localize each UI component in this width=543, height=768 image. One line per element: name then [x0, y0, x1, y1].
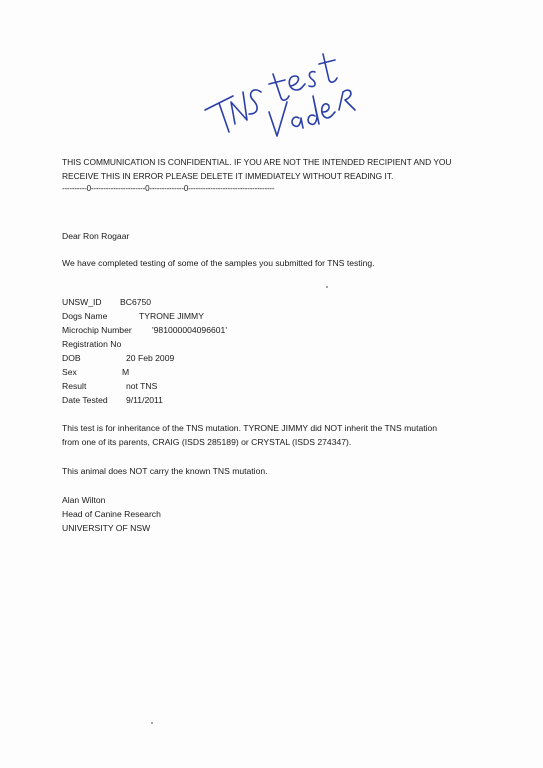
- greeting: Dear Ron Rogaar: [62, 231, 130, 241]
- signature-organization: UNIVERSITY OF NSW: [62, 523, 151, 533]
- body-line-1: This test is for inheritance of the TNS mutation. TYRONE JIMMY did NOT inherit the TNS mutation: [62, 423, 438, 433]
- handwritten-note: [195, 40, 365, 140]
- field-label-microchip: Microchip Number: [62, 325, 132, 335]
- intro-paragraph: We have completed testing of some of the samples you submitted for TNS testing.: [62, 258, 375, 268]
- confidential-notice-line-2: RECEIVE THIS IN ERROR PLEASE DELETE IT IMMEDIATELY WITHOUT READING IT.: [62, 171, 394, 181]
- field-label-date-tested: Date Tested: [62, 395, 108, 405]
- field-value-dogs-name: TYRONE JIMMY: [139, 311, 204, 321]
- field-value-dob: 20 Feb 2009: [126, 353, 175, 363]
- body-line-2: from one of its parents, CRAIG (ISDS 285189) or CRYSTAL (ISDS 274347).: [62, 437, 352, 447]
- signature-title: Head of Canine Research: [62, 509, 161, 519]
- field-label-dogs-name: Dogs Name: [62, 311, 108, 321]
- field-label-registration: Registration No: [62, 339, 122, 349]
- field-label-sex: Sex: [62, 367, 77, 377]
- field-label-unsw-id: UNSW_ID: [62, 297, 102, 307]
- field-label-dob: DOB: [62, 353, 81, 363]
- field-value-sex: M: [122, 367, 130, 377]
- field-value-unsw-id: BC6750: [120, 297, 152, 307]
- divider-line: ----------0----------------------0--------------0-----------------------------------: [62, 184, 275, 193]
- field-label-result: Result: [62, 381, 87, 391]
- field-value-result: not TNS: [126, 381, 158, 391]
- field-value-microchip: '981000004096601': [152, 325, 227, 335]
- field-value-date-tested: 9/11/2011: [126, 395, 163, 405]
- scan-speck: [151, 722, 153, 724]
- conclusion: This animal does NOT carry the known TNS mutation.: [62, 466, 268, 476]
- signature-name: Alan Wilton: [62, 495, 106, 505]
- scan-speck: [326, 286, 328, 288]
- confidential-notice-line-1: THIS COMMUNICATION IS CONFIDENTIAL. IF YOU ARE NOT THE INTENDED RECIPIENT AND YOU: [62, 157, 452, 167]
